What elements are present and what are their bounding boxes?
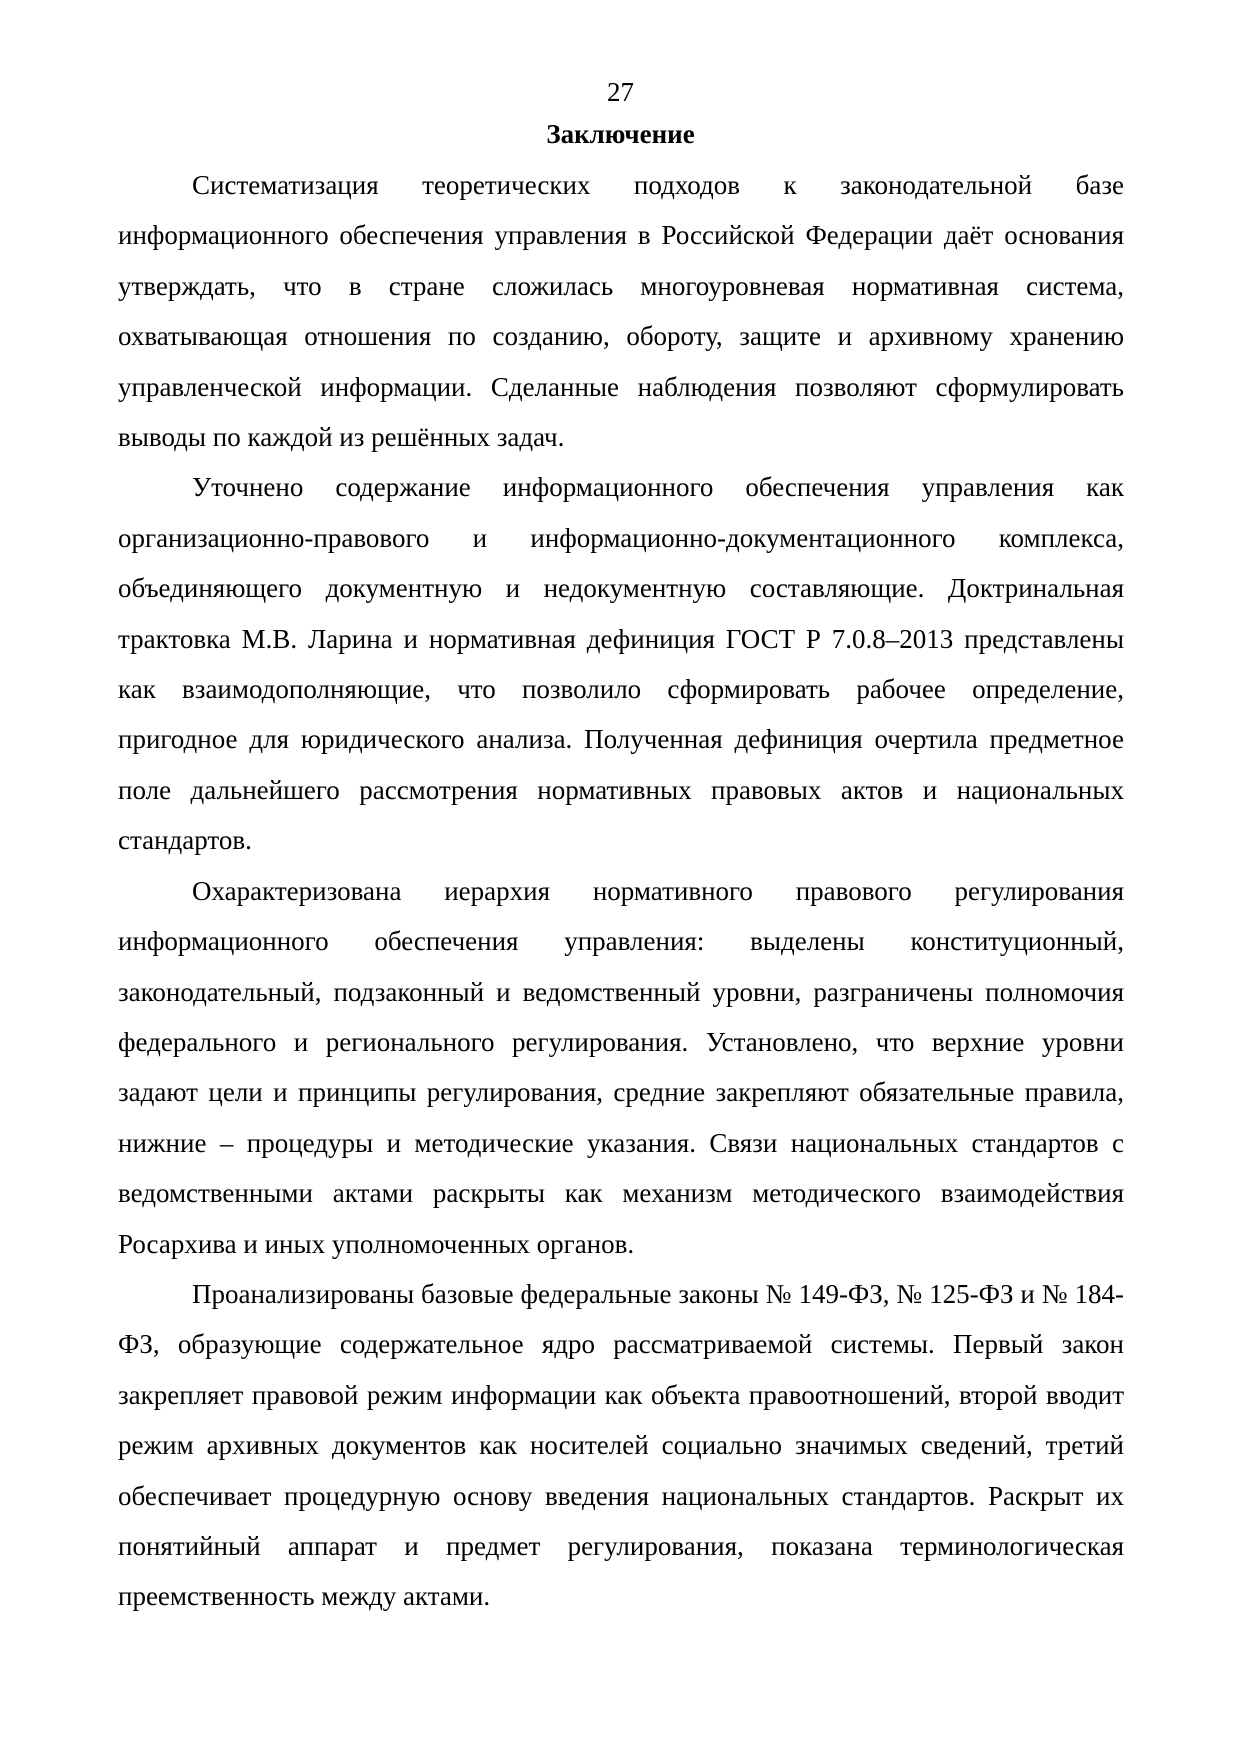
page-number: 27 [607,77,634,107]
paragraph-systematization: Систематизация теоретических подходов к законодательной базе информационного обеспечения управления в Российской Федерации даёт основания утверждать, что в стране сложилась многоуровневая нормативная система, охватывающая отношения по созданию, обороту, защите и архивному хранению управленческой информации. Сделанные наблюдения позволяют сформулировать выводы по каждой из решённых задач. [118,170,1124,453]
body-text [118,160,1124,1622]
paragraph-hierarchy: Охарактеризована иерархия нормативного правового регулирования информационного обеспечения управления: выделены конституционный, законодательный, подзаконный и ведомственный уровни, разграничены полномочия федерального и регионального регулирования. Установлено, что верхние уровни задают цели и принципы регулирования, средние закрепляют обязательные правила, нижние – процедуры и методические указания. Связи национальных стандартов с ведомственными актами раскрыты как механизм методического взаимодействия Росархива и иных уполномоченных органов. [118,875,1124,1259]
section-heading: Заключение [546,119,695,149]
paragraph-definition: Уточнено содержание информационного обеспечения управления как организационно-правового и информационно-документационного комплекса, объединяющего документную и недокументную составляющие. Доктринальная трактовка М.В. Ларина и нормативная дефиниция ГОСТ Р 7.0.8–2013 представлены как взаимодополняющие, что позволило сформировать рабочее определение, пригодное для юридического анализа. Полученная дефиниция очертила предметное поле дальнейшего рассмотрения нормативных правовых актов и национальных стандартов. [118,472,1124,856]
paragraph-federal-laws: Проанализированы базовые федеральные законы № 149-ФЗ, № 125-ФЗ и № 184-ФЗ, образующие содержательное ядро рассматриваемой системы. Первый закон закрепляет правовой режим информации как объекта правоотношений, второй вводит режим архивных документов как носителей социально значимых сведений, третий обеспечивает процедурную основу введения национальных стандартов. Раскрыт их понятийный аппарат и предмет регулирования, показана терминологическая преемственность между актами. [118,1278,1124,1612]
